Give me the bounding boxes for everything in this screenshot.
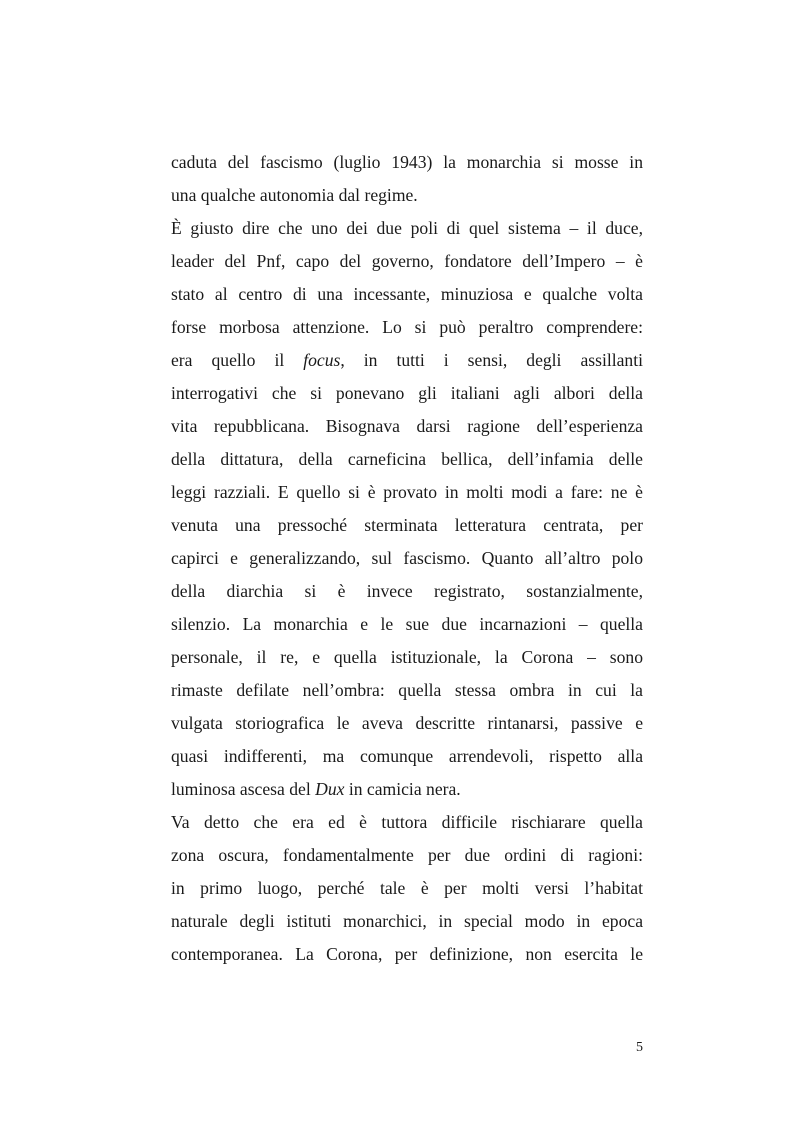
- text-segment: in camicia nera.: [344, 779, 461, 799]
- text-line: interrogativi che si ponevano gli italiani agli albori della: [171, 383, 643, 403]
- italic-term: focus: [303, 350, 341, 370]
- text-line: rimaste defilate nell’ombra: quella stessa ombra in cui la: [171, 680, 643, 700]
- text-line: [171, 344, 643, 377]
- text-segment: , in tutti i sensi, degli assillanti: [340, 350, 643, 370]
- text-line: naturale degli istituti monarchici, in special modo in epoca: [171, 911, 643, 931]
- italic-term: Dux: [315, 779, 345, 799]
- text-line: venuta una pressoché sterminata letteratura centrata, per: [171, 515, 643, 535]
- text-line: della diarchia si è invece registrato, sostanzialmente,: [171, 581, 643, 601]
- text-line: Va detto che era ed è tuttora difficile rischiarare quella: [171, 812, 643, 832]
- text-line: leggi razziali. E quello si è provato in molti modi a fare: ne è: [171, 482, 643, 502]
- text-line: silenzio. La monarchia e le sue due incarnazioni – quella: [171, 614, 643, 634]
- text-line: zona oscura, fondamentalmente per due ordini di ragioni:: [171, 845, 643, 865]
- text-segment: era quello il: [171, 350, 304, 370]
- text-line: personale, il re, e quella istituzionale, la Corona – sono: [171, 647, 643, 667]
- text-line: [171, 773, 643, 806]
- page-number: 5: [636, 1040, 643, 1055]
- text-line: quasi indifferenti, ma comunque arrendevoli, rispetto alla: [171, 746, 643, 766]
- text-line: contemporanea. La Corona, per definizione, non esercita le: [171, 944, 643, 964]
- text-line: È giusto dire che uno dei due poli di quel sistema – il duce,: [171, 218, 643, 238]
- text-line: in primo luogo, perché tale è per molti versi l’habitat: [171, 878, 643, 898]
- text-line: leader del Pnf, capo del governo, fondatore dell’Impero – è: [171, 251, 643, 271]
- body-text: [171, 146, 643, 971]
- text-line: vulgata storiografica le aveva descritte rintanarsi, passive e: [171, 713, 643, 733]
- text-segment: luminosa ascesa del: [171, 779, 316, 799]
- text-line: capirci e generalizzando, sul fascismo. Quanto all’altro polo: [171, 548, 643, 568]
- text-line: stato al centro di una incessante, minuziosa e qualche volta: [171, 284, 643, 304]
- text-line: forse morbosa attenzione. Lo si può peraltro comprendere:: [171, 317, 643, 337]
- text-line: una qualche autonomia dal regime.: [171, 185, 418, 205]
- text-line: caduta del fascismo (luglio 1943) la monarchia si mosse in: [171, 152, 643, 172]
- text-line: vita repubblicana. Bisognava darsi ragione dell’esperienza: [171, 416, 643, 436]
- text-line: della dittatura, della carneficina bellica, dell’infamia delle: [171, 449, 643, 469]
